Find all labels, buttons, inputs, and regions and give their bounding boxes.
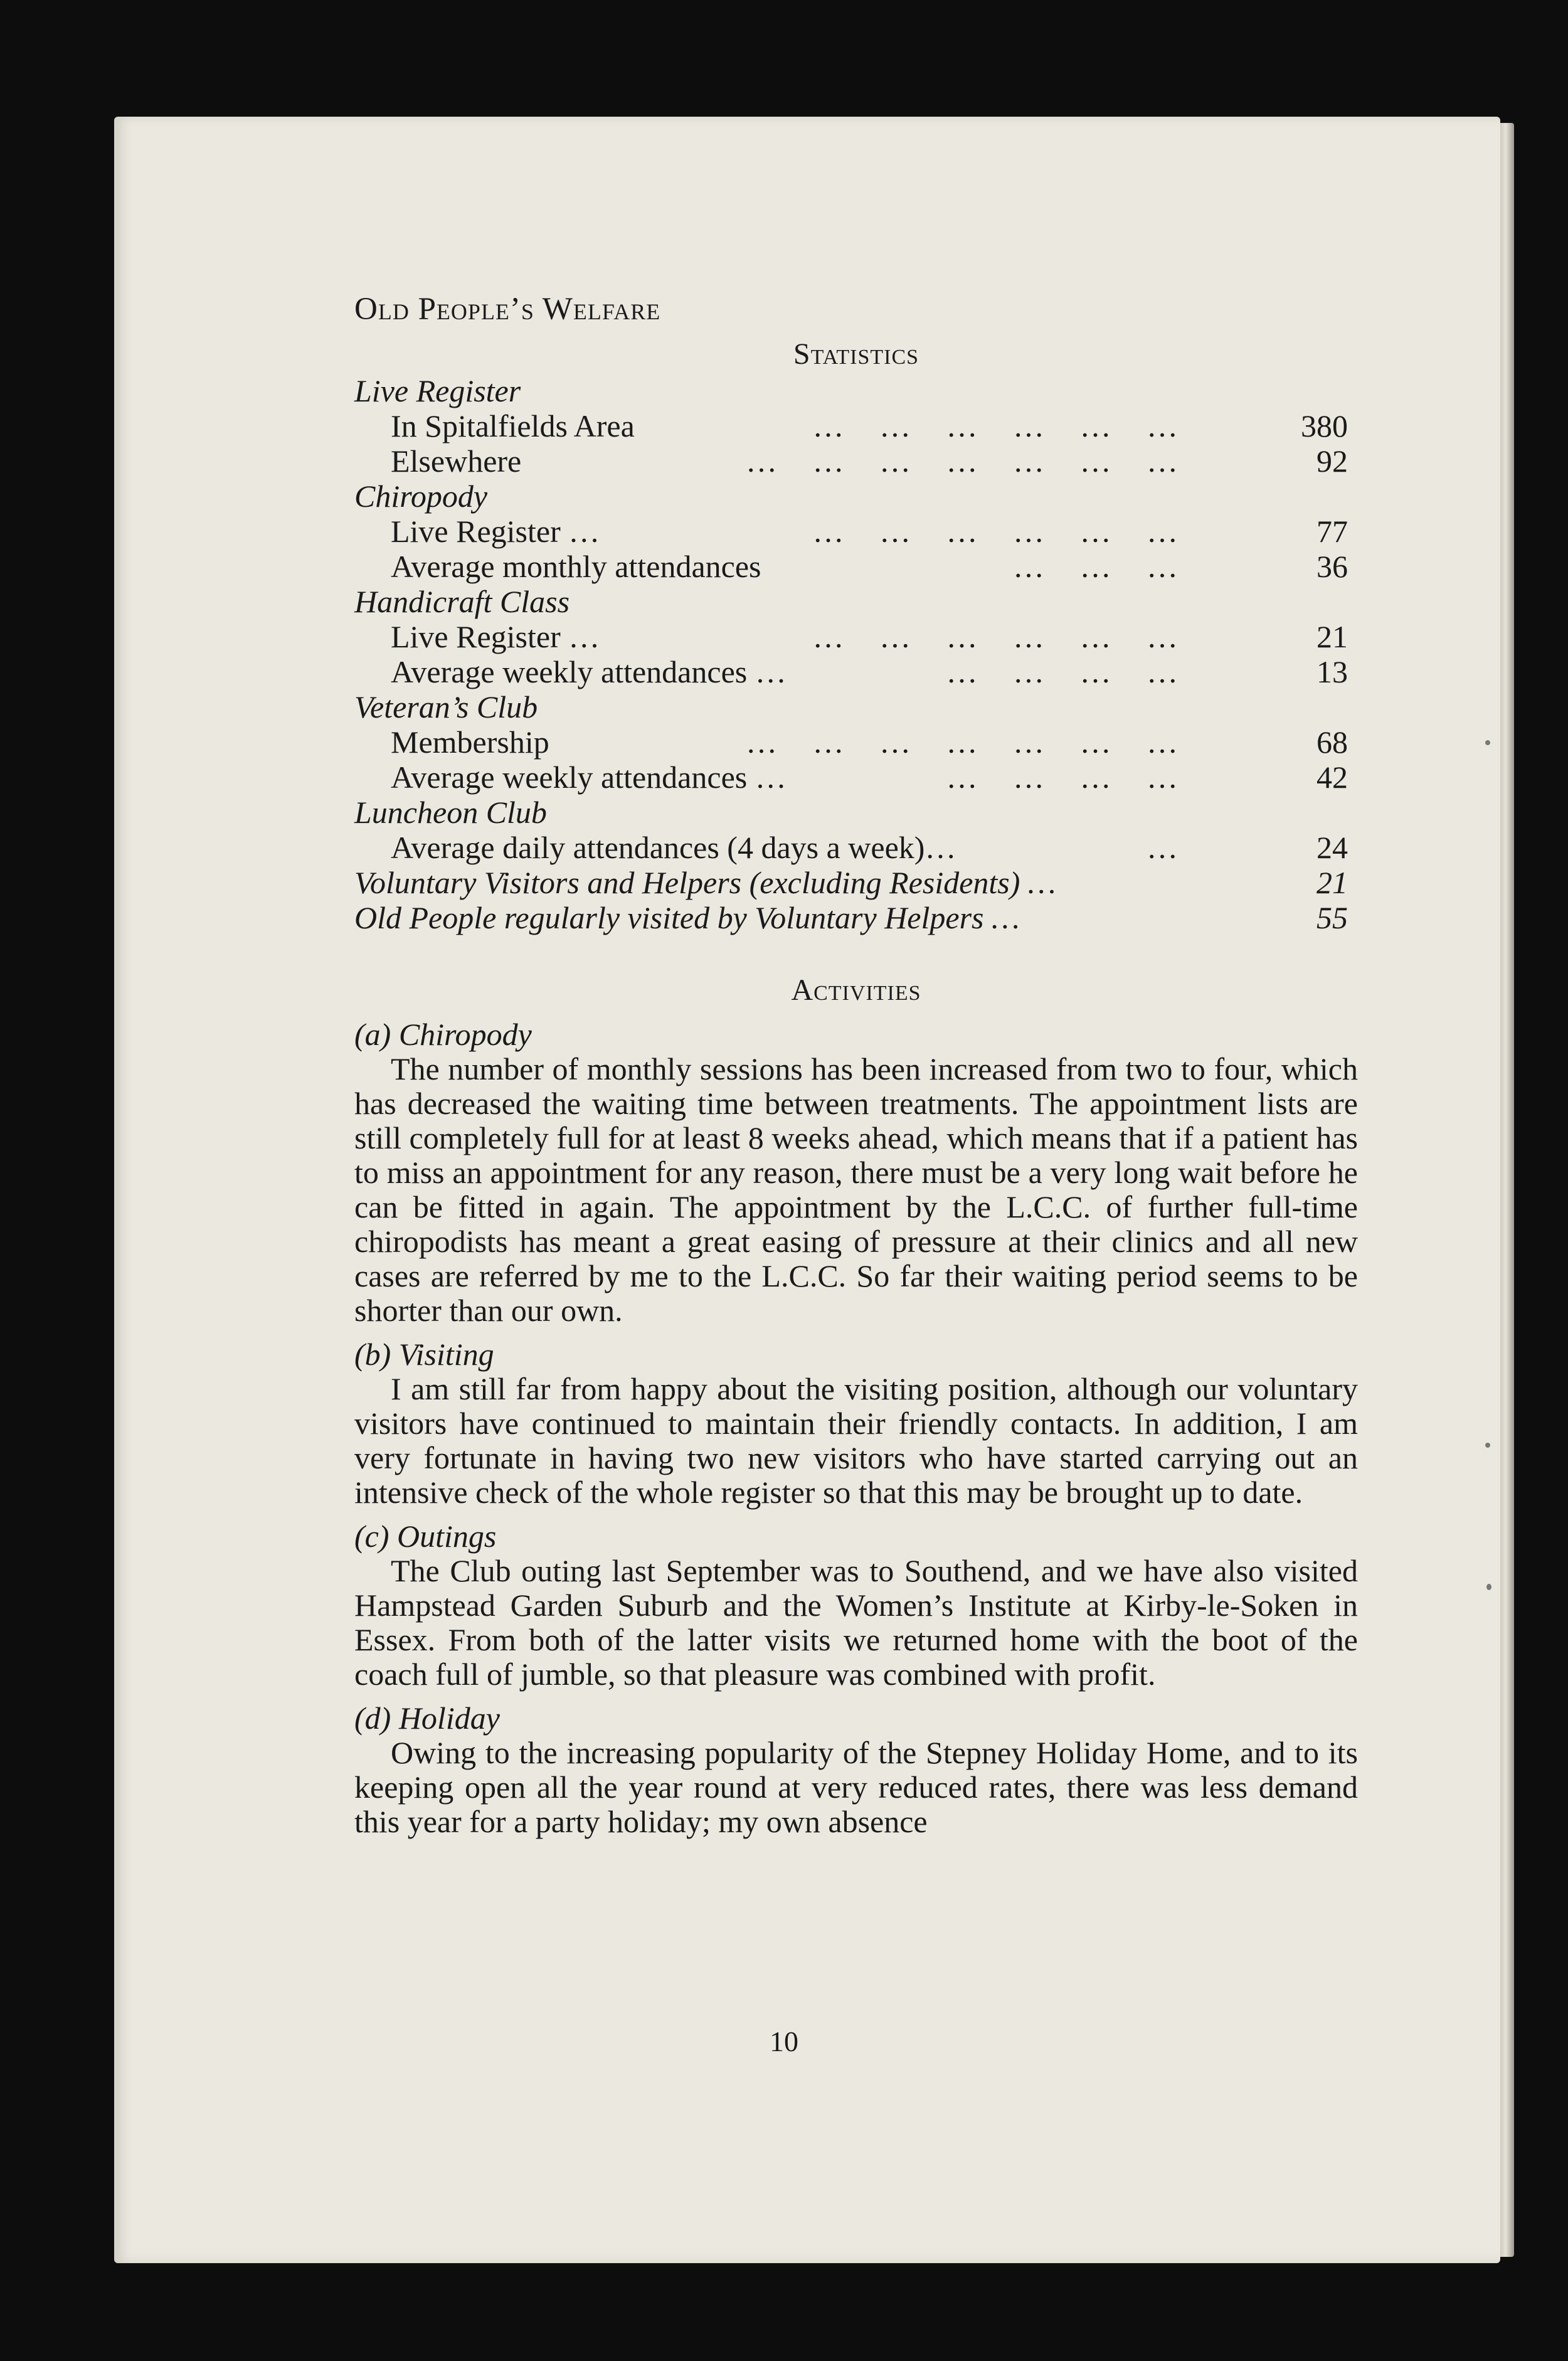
stat-label: Elsewhere	[391, 443, 522, 479]
leader-dots: … … … …	[946, 654, 1192, 689]
activities-section	[354, 973, 1358, 1839]
stat-row-standalone	[354, 900, 1358, 935]
leader-dots: … … … … … …	[812, 408, 1192, 443]
stat-value: 42	[1316, 760, 1348, 795]
stat-label: In Spitalfields Area	[391, 408, 635, 443]
page-edge	[1500, 123, 1514, 2257]
page-content	[354, 292, 1358, 1839]
section-title: Old People’s Welfare	[354, 292, 661, 327]
stat-category: Live Register	[354, 373, 521, 408]
stat-value: 77	[1316, 514, 1348, 549]
activity-heading: (b) Visiting	[354, 1337, 494, 1372]
leader-dots: … … … … … … …	[746, 443, 1192, 479]
stat-row	[354, 760, 1358, 795]
stat-label: Live Register …	[391, 514, 600, 549]
leader-dots: … … …	[1013, 549, 1192, 584]
stat-row-standalone	[354, 865, 1358, 900]
margin-speck	[1485, 1443, 1490, 1448]
activity-title: Visiting	[398, 1337, 494, 1372]
stat-row	[354, 443, 1358, 479]
stat-label: Average daily attendances (4 days a week)…	[391, 830, 956, 865]
activity-letter: c	[364, 1519, 379, 1554]
stat-row	[354, 549, 1358, 584]
stat-label: Average monthly attendances	[391, 549, 761, 584]
activity-letter: d	[364, 1700, 381, 1736]
activity-letter: b	[364, 1337, 381, 1372]
stat-row	[354, 514, 1358, 549]
activity-title: Holiday	[398, 1700, 500, 1736]
stat-value: 68	[1316, 724, 1348, 760]
stat-row	[354, 724, 1358, 760]
leader-dots: … … … … … …	[812, 619, 1192, 654]
leader-dots: … … … …	[946, 760, 1192, 795]
stat-value: 21	[1316, 865, 1348, 900]
activity-heading: (d) Holiday	[354, 1700, 500, 1736]
activity-heading: (c) Outings	[354, 1519, 497, 1554]
activity-paragraph: Owing to the increasing popularity of the Stepney Holiday Home, and to its keeping open all the year round at very reduced rates, there was less demand this year for a party holiday; my own absence	[354, 1735, 1358, 1839]
stat-row	[354, 619, 1358, 654]
stat-category: Chiropody	[354, 479, 488, 514]
stat-value: 13	[1316, 654, 1348, 689]
stat-row	[354, 408, 1358, 443]
activity-title: Outings	[397, 1519, 497, 1554]
activity-title: Chiropody	[398, 1017, 532, 1052]
stat-value: 24	[1316, 830, 1348, 865]
margin-speck	[1485, 740, 1490, 745]
activity-heading: (a) Chiropody	[354, 1017, 532, 1052]
statistics-heading: Statistics	[793, 337, 919, 371]
stat-label: Old People regularly visited by Voluntary Helpers …	[354, 900, 1020, 935]
leader-dots: … … … … … …	[812, 514, 1192, 549]
stat-row	[354, 830, 1358, 865]
stat-label: Live Register …	[391, 619, 600, 654]
stat-value: 380	[1301, 408, 1348, 443]
leader-dots: … … … … … … …	[746, 724, 1192, 760]
activities-list	[354, 1017, 1358, 1839]
activities-heading: Activities	[791, 974, 921, 1007]
leader-dots: …	[1147, 830, 1192, 865]
stat-label: Average weekly attendances …	[391, 654, 787, 689]
stat-value: 92	[1316, 443, 1348, 479]
page-number: 10	[770, 2025, 798, 2057]
stat-value: 36	[1316, 549, 1348, 584]
stat-label: Average weekly attendances …	[391, 760, 787, 795]
stat-category: Handicraft Class	[354, 584, 570, 619]
activity-paragraph: The number of monthly sessions has been increased from two to four, which has decreased the waiting time between treatments. The appointment lists are still completely full for at least 8 weeks ahead, which means that if a patient has to miss an appointment for any reason, there must be a very long wait before he can be fitted in again. The appointment by the L.C.C. of further full-time chiropodists has meant a great easing of pressure at their clinics and all new cases are referred by me to the L.C.C. So far their waiting period seems to be shorter than our own.	[354, 1051, 1358, 1328]
stat-label: Voluntary Visitors and Helpers (excluding Residents) …	[354, 865, 1056, 900]
stat-row	[354, 654, 1358, 689]
statistics-table	[354, 373, 1358, 935]
stat-category: Luncheon Club	[354, 795, 547, 830]
margin-speck	[1486, 1584, 1491, 1590]
stat-value: 21	[1316, 619, 1348, 654]
stat-label: Membership	[391, 724, 549, 760]
activity-paragraph: I am still far from happy about the visiting position, although our voluntary visitors have continued to maintain their friendly contacts. In addition, I am very fortunate in having two new visitors who have started carrying out an intensive check of the whole register so that this may be brought up to date.	[354, 1371, 1358, 1510]
activity-letter: a	[364, 1017, 381, 1052]
activity-paragraph: The Club outing last September was to Southend, and we have also visited Hampstead Garden Suburb and the Women’s Institute at Kirby-le-Soken in Essex. From both of the latter visits we returned home with the boot of the coach full of jumble, so that pleasure was combined with profit.	[354, 1553, 1358, 1692]
stat-value: 55	[1316, 900, 1348, 935]
stat-category: Veteran’s Club	[354, 689, 538, 724]
